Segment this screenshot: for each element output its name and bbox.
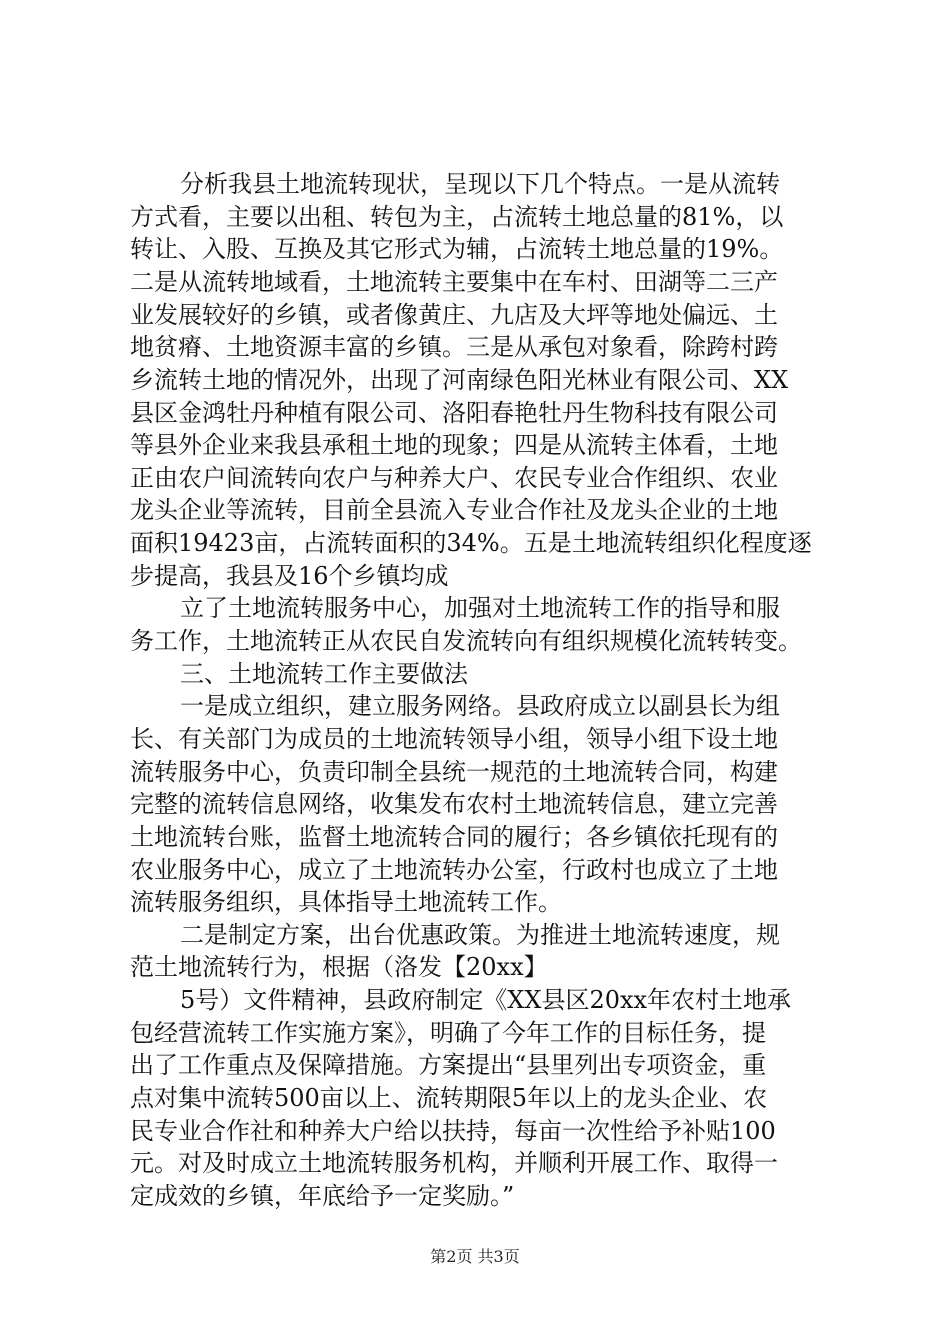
- paragraph-line: 分析我县土地流转现状，呈现以下几个特点。一是从流转: [180, 170, 780, 198]
- paragraph-line: 乡流转土地的情况外，出现了河南绿色阳光林业有限公司、XX: [130, 366, 789, 394]
- paragraph-line: 业发展较好的乡镇，或者像黄庄、九店及大坪等地处偏远、土: [130, 301, 778, 329]
- paragraph-line: 农业服务中心，成立了土地流转办公室，行政村也成立了土地: [130, 856, 778, 884]
- paragraph-line: 定成效的乡镇，年底给予一定奖励。”: [130, 1182, 515, 1210]
- paragraph-line: 土地流转台账，监督土地流转合同的履行；各乡镇依托现有的: [130, 823, 778, 851]
- paragraph-line: 民专业合作社和种养大户给以扶持，每亩一次性给予补贴100: [130, 1117, 776, 1145]
- paragraph-line: 龙头企业等流转，目前全县流入专业合作社及龙头企业的土地: [130, 496, 778, 524]
- paragraph-line: 二是从流转地域看，土地流转主要集中在车村、田湖等二三产: [130, 268, 778, 296]
- page-footer: 第2页 共3页: [430, 1247, 520, 1266]
- paragraph-line: 元。对及时成立土地流转服务机构，并顺利开展工作、取得一: [130, 1149, 778, 1177]
- paragraph-line: 面积19423亩，占流转面积的34%。五是土地流转组织化程度逐: [130, 529, 812, 557]
- paragraph-line: 转让、入股、互换及其它形式为辅，占流转土地总量的19%。: [130, 235, 784, 263]
- paragraph-line: 等县外企业来我县承租土地的现象；四是从流转主体看，土地: [130, 431, 778, 459]
- paragraph-line: 方式看，主要以出租、转包为主，占流转土地总量的81%，以: [130, 203, 784, 231]
- paragraph-line: 完整的流转信息网络，收集发布农村土地流转信息，建立完善: [130, 790, 778, 818]
- paragraph-line: 一是成立组织，建立服务网络。县政府成立以副县长为组: [180, 692, 780, 720]
- paragraph-line: 出了工作重点及保障措施。方案提出“县里列出专项资金，重: [130, 1051, 767, 1079]
- paragraph-line: 地贫瘠、土地资源丰富的乡镇。三是从承包对象看，除跨村跨: [130, 333, 778, 361]
- paragraph-line: 5号）文件精神，县政府制定《XX县区20xx年农村土地承: [180, 986, 792, 1014]
- paragraph-line: 立了土地流转服务中心，加强对土地流转工作的指导和服: [180, 594, 780, 622]
- paragraph-line: 正由农户间流转向农户与种养大户、农民专业合作组织、农业: [130, 464, 778, 492]
- paragraph-line: 务工作，土地流转正从农民自发流转向有组织规模化流转转变。: [130, 627, 802, 655]
- paragraph-line: 县区金鸿牡丹种植有限公司、洛阳春艳牡丹生物科技有限公司: [130, 399, 778, 427]
- paragraph-line: 包经营流转工作实施方案》，明确了今年工作的目标任务，提: [130, 1019, 766, 1047]
- section-heading: 三、土地流转工作主要做法: [180, 660, 468, 688]
- paragraph-line: 步提高，我县及16个乡镇均成: [130, 562, 449, 590]
- paragraph-line: 流转服务中心，负责印制全县统一规范的土地流转合同，构建: [130, 758, 778, 786]
- paragraph-line: 范土地流转行为，根据（洛发【20xx】: [130, 953, 548, 981]
- paragraph-line: 点对集中流转500亩以上、流转期限5年以上的龙头企业、农: [130, 1084, 768, 1112]
- paragraph-line: 二是制定方案，出台优惠政策。为推进土地流转速度，规: [180, 921, 780, 949]
- paragraph-line: 长、有关部门为成员的土地流转领导小组，领导小组下设土地: [130, 725, 778, 753]
- paragraph-line: 流转服务组织，具体指导土地流转工作。: [130, 888, 562, 916]
